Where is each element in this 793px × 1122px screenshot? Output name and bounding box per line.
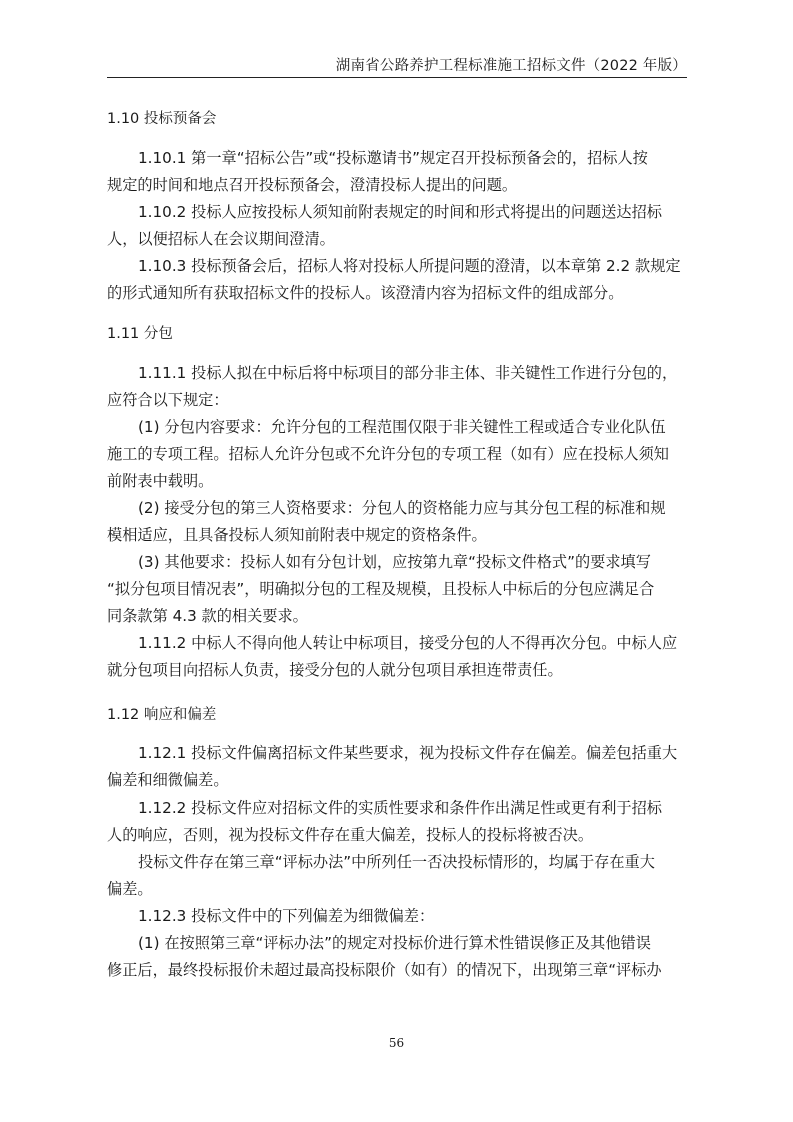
clause-1-12-2-note [107, 849, 691, 903]
section-heading-1-10: 1.10 投标预备会 [107, 111, 217, 127]
clause-1-11-1 [107, 360, 691, 414]
section-heading-1-12: 1.12 响应和偏差 [107, 707, 217, 723]
page-number: 56 [388, 1036, 405, 1050]
text-line: 偏差。 [107, 880, 153, 898]
text-line: (1) 在按照第三章“评标办法”的规定对投标价进行算术性错误修正及其他错误 [138, 934, 651, 952]
clause-1-11-1-item-1 [107, 414, 691, 495]
text-line: 1.11.1 投标人拟在中标后将中标项目的部分非主体、非关键性工作进行分包的， [138, 364, 678, 382]
clause-1-12-2 [107, 795, 691, 849]
clause-1-11-1-item-3 [107, 549, 691, 630]
section-heading-1-11: 1.11 分包 [107, 326, 173, 342]
text-line: 投标文件存在第三章“评标办法”中所列任一否决投标情形的，均属于存在重大 [138, 853, 655, 871]
text-line: 修正后，最终投标报价未超过最高投标限价（如有）的情况下，出现第三章“评标办 [107, 961, 662, 979]
clause-1-10-3 [107, 253, 691, 307]
text-line: 模相适应，且具备投标人须知前附表中规定的资格条件。 [107, 526, 487, 544]
text-line: 的形式通知所有获取招标文件的投标人。该澄清内容为招标文件的组成部分。 [107, 284, 624, 302]
text-line: 1.12.1 投标文件偏离招标文件某些要求，视为投标文件存在偏差。偏差包括重大 [138, 744, 678, 762]
clause-1-12-3-item-1 [107, 930, 691, 984]
text-line: 规定的时间和地点召开投标预备会，澄清投标人提出的问题。 [107, 176, 518, 194]
clause-1-11-1-item-2 [107, 495, 691, 549]
text-line: 偏差和细微偏差。 [107, 771, 229, 789]
clause-1-12-1 [107, 740, 691, 794]
text-line: (1) 分包内容要求：允许分包的工程范围仅限于非关键性工程或适合专业化队伍 [138, 418, 666, 436]
text-line: 1.12.3 投标文件中的下列偏差为细微偏差： [138, 907, 435, 925]
text-line: 1.10.2 投标人应按投标人须知前附表规定的时间和形式将提出的问题送达招标 [138, 203, 662, 221]
text-line: “拟分包项目情况表”，明确拟分包的工程及规模，且投标人中标后的分包应满足合 [107, 580, 655, 598]
text-line: (3) 其他要求：投标人如有分包计划，应按第九章“投标文件格式”的要求填写 [138, 553, 651, 571]
clause-1-11-2 [107, 630, 691, 684]
text-line: 前附表中载明。 [107, 472, 214, 490]
clause-1-10-1 [107, 145, 691, 199]
text-line: 就分包项目向招标人负责，接受分包的人就分包项目承担连带责任。 [107, 661, 563, 679]
text-line: 1.12.2 投标文件应对招标文件的实质性要求和条件作出满足性或更有利于招标 [138, 799, 662, 817]
text-line: (2) 接受分包的第三人资格要求：分包人的资格能力应与其分包工程的标准和规 [138, 499, 666, 517]
text-line: 1.10.1 第一章“招标公告”或“投标邀请书”规定召开投标预备会的，招标人按 [138, 149, 648, 167]
text-line: 同条款第 4.3 款的相关要求。 [107, 607, 308, 625]
text-line: 施工的专项工程。招标人允许分包或不允许分包的专项工程（如有）应在投标人须知 [107, 445, 669, 463]
clause-1-12-3 [107, 903, 691, 930]
text-line: 1.10.3 投标预备会后，招标人将对投标人所提问题的澄清，以本章第 2.2 款规定 [138, 257, 681, 275]
page-header [107, 46, 687, 78]
clause-1-10-2 [107, 199, 691, 253]
text-line: 人的响应，否则，视为投标文件存在重大偏差，投标人的投标将被否决。 [107, 826, 593, 844]
text-line: 1.11.2 中标人不得向他人转让中标项目，接受分包的人不得再次分包。中标人应 [138, 634, 678, 652]
document-title: 湖南省公路养护工程标准施工招标文件（2022 年版） [335, 58, 687, 74]
text-line: 人，以便招标人在会议期间澄清。 [107, 230, 335, 248]
text-line: 应符合以下规定： [107, 391, 229, 409]
